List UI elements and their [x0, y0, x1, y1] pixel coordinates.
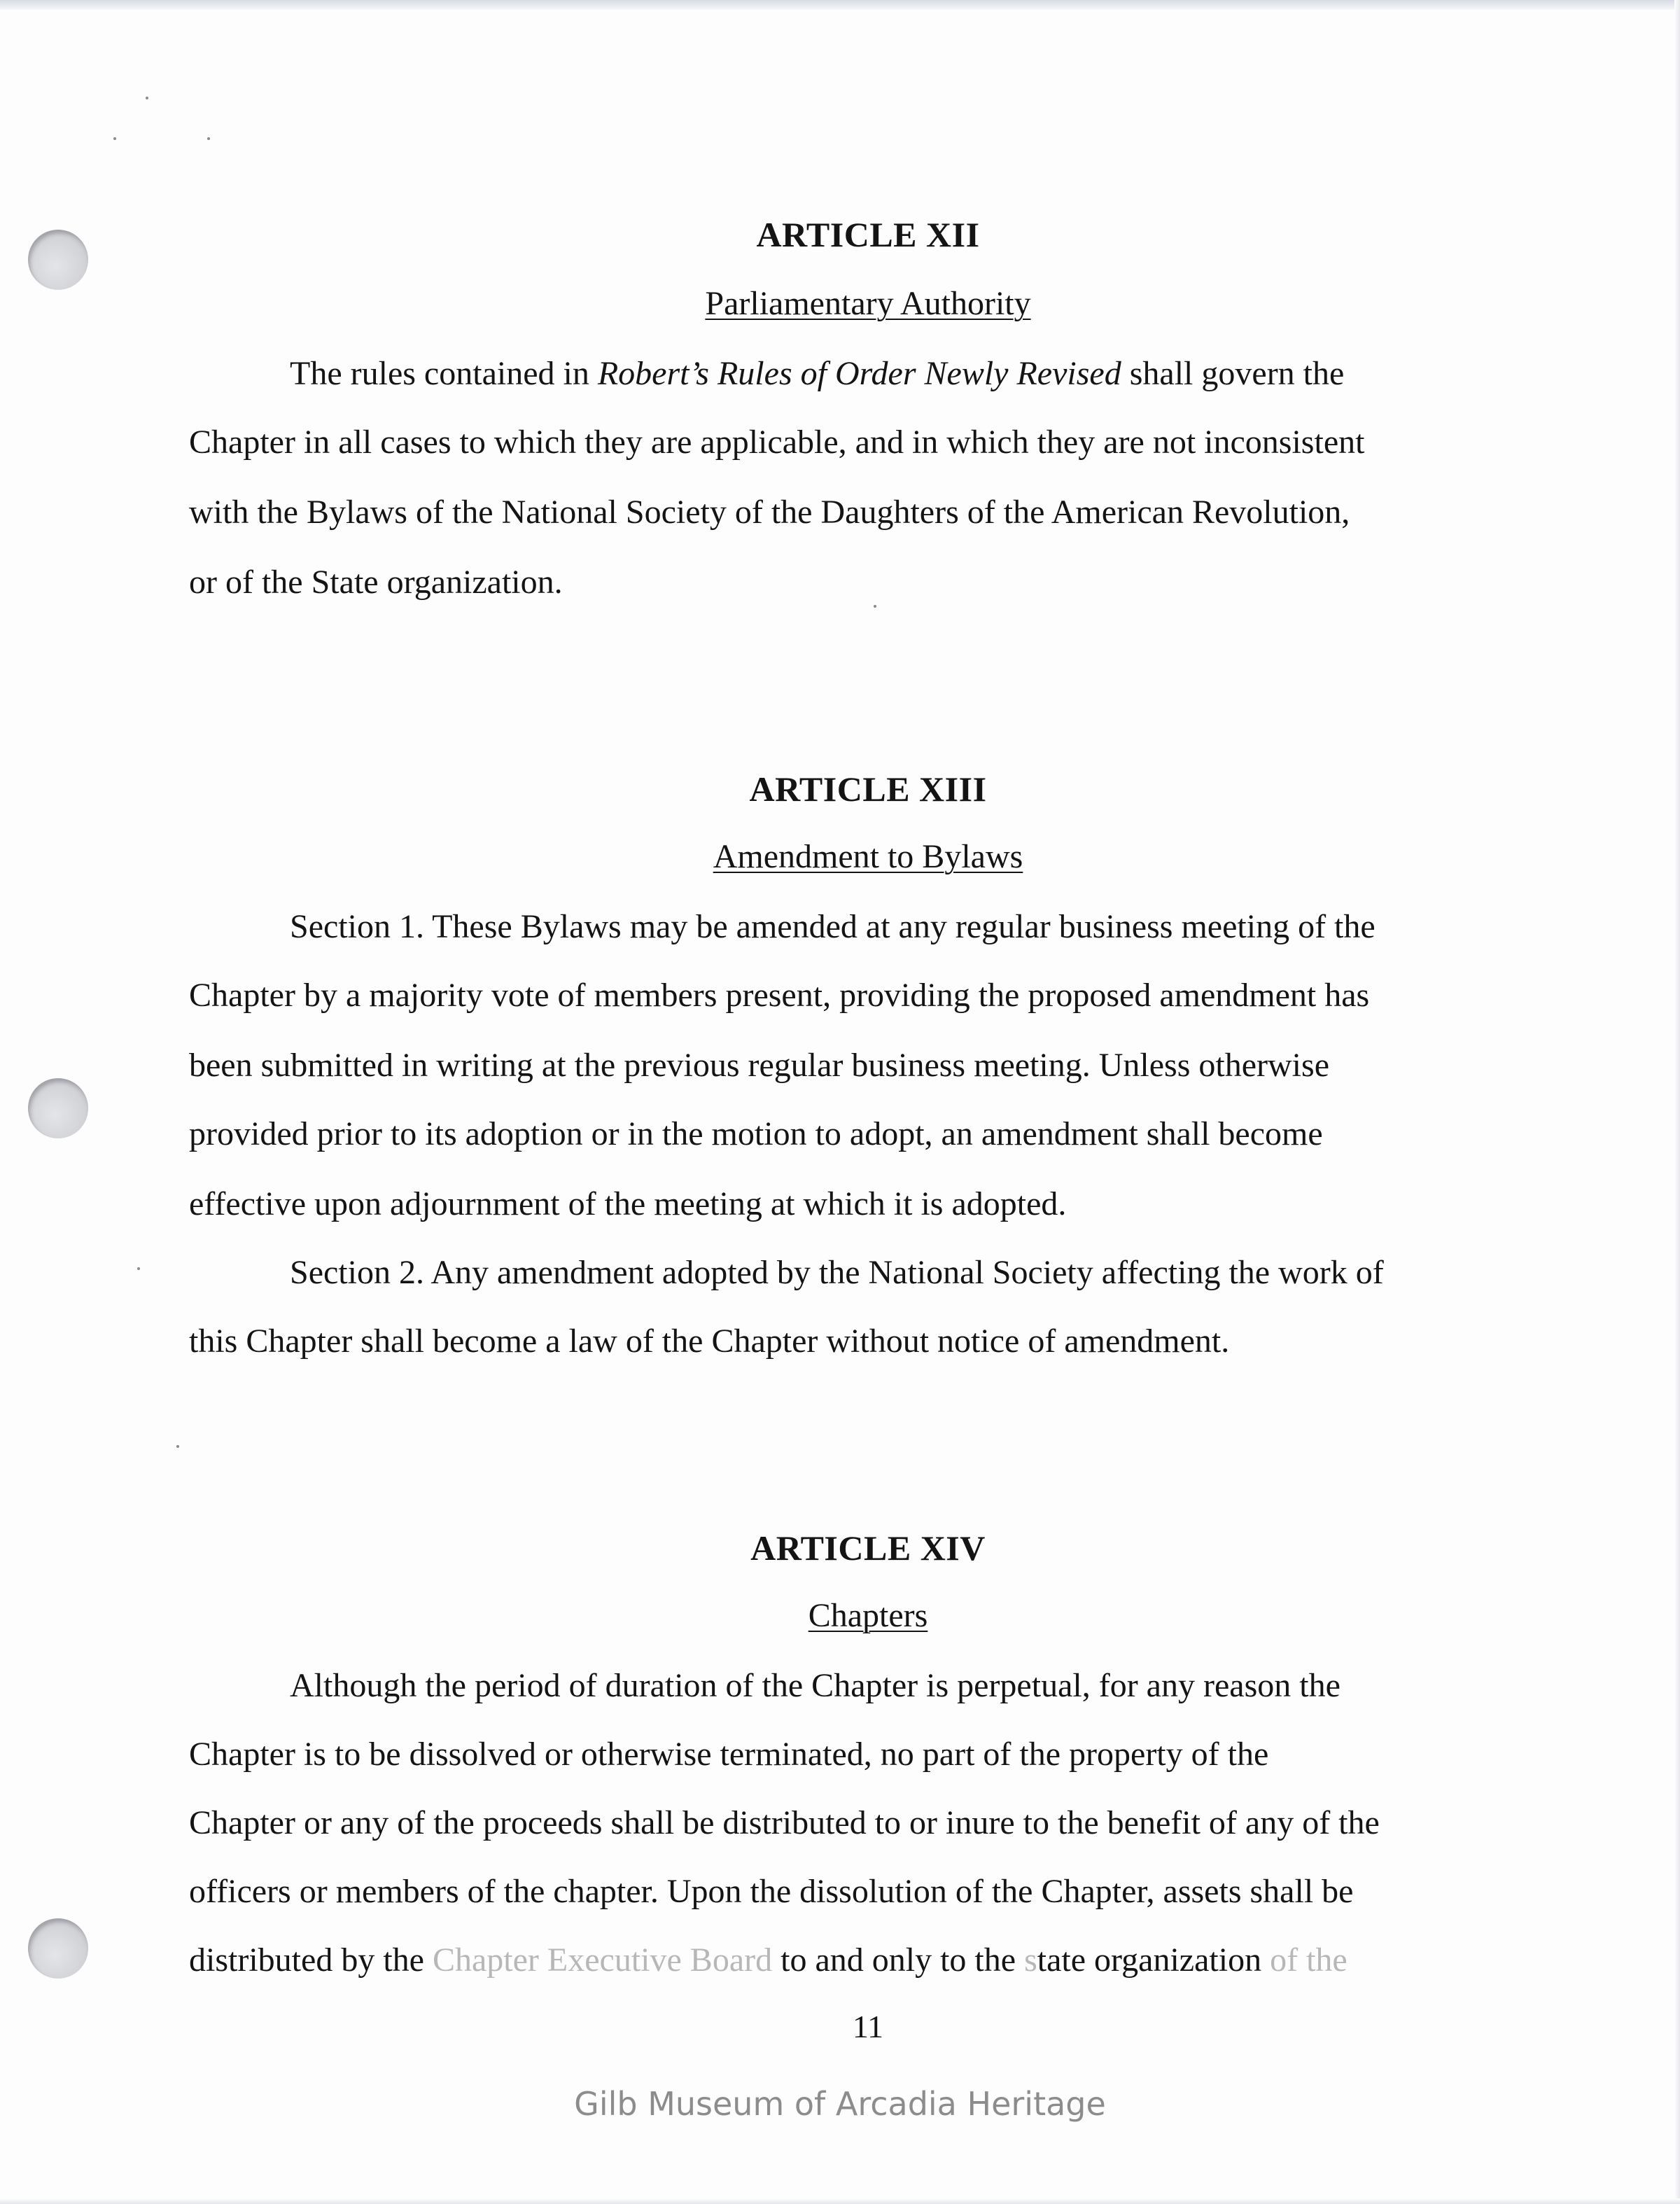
- text-run: The rules contained in: [290, 355, 598, 392]
- paragraph-line: provided prior to its adoption or in the motion to adopt, an amendment shall become: [189, 1115, 1323, 1152]
- text-run: distributed by the: [189, 1941, 433, 1979]
- paragraph-line: been submitted in writing at the previous regular business meeting. Unless otherwise: [189, 1047, 1329, 1084]
- scan-speck: [176, 1445, 179, 1448]
- article-title: ARTICLE XIV: [750, 1528, 986, 1568]
- scan-speck: [137, 1267, 140, 1270]
- article-subtitle: Amendment to Bylaws: [713, 838, 1023, 875]
- scan-speck: [113, 137, 116, 140]
- watermark-caption: Gilb Museum of Arcadia Heritage: [574, 2085, 1106, 2123]
- text-run: to and only to the: [772, 1941, 1025, 1979]
- book-title: Robert’s Rules of Order Newly Revised: [597, 355, 1121, 392]
- paragraph-line: Chapter is to be dissolved or otherwise terminated, no part of the property of the: [189, 1736, 1269, 1773]
- scan-speck: [874, 605, 876, 608]
- scan-right-edge: [1674, 0, 1680, 2204]
- paragraph-line: officers or members of the chapter. Upon the dissolution of the Chapter, assets shall be: [189, 1873, 1354, 1910]
- paragraph-line: Chapter by a majority vote of members present, providing the proposed amendment has: [189, 977, 1370, 1014]
- paragraph-line: [189, 1941, 1348, 1979]
- faded-text: Chapter Executive Board: [432, 1941, 773, 1979]
- punch-hole-middle: [28, 1078, 88, 1138]
- text-run: tate organization: [1037, 1941, 1270, 1979]
- article-title: ARTICLE XII: [756, 215, 980, 254]
- paragraph-line: or of the State organization.: [189, 564, 563, 601]
- paragraph-line: [290, 354, 1344, 393]
- faded-text: of the: [1270, 1941, 1348, 1979]
- paragraph-line: Section 1. These Bylaws may be amended at any regular business meeting of the: [290, 908, 1376, 945]
- scan-speck: [146, 97, 148, 99]
- faded-text: s: [1024, 1941, 1037, 1979]
- article-subtitle: Chapters: [808, 1597, 928, 1634]
- paragraph-line: Although the period of duration of the Chapter is perpetual, for any reason the: [290, 1667, 1340, 1704]
- article-subtitle: Parliamentary Authority: [705, 285, 1031, 322]
- scan-speck: [207, 137, 210, 140]
- paragraph-line: Section 2. Any amendment adopted by the National Society affecting the work of: [290, 1254, 1384, 1291]
- punch-hole-bottom: [28, 1918, 88, 1979]
- paragraph-line: this Chapter shall become a law of the Chapter without notice of amendment.: [189, 1323, 1230, 1360]
- scan-bottom-edge: [0, 2198, 1680, 2204]
- paragraph-line: Chapter or any of the proceeds shall be distributed to or inure to the benefit of any of the: [189, 1804, 1380, 1841]
- article-title: ARTICLE XIII: [749, 769, 987, 809]
- paragraph-line: effective upon adjournment of the meeting at which it is adopted.: [189, 1185, 1067, 1222]
- paragraph-line: with the Bylaws of the National Society of the Daughters of the American Revolution,: [189, 494, 1350, 531]
- text-run: shall govern the: [1121, 355, 1345, 392]
- page-number: 11: [852, 2009, 884, 2044]
- paragraph-line: Chapter in all cases to which they are applicable, and in which they are not inconsistent: [189, 424, 1365, 461]
- scan-top-edge: [0, 0, 1680, 10]
